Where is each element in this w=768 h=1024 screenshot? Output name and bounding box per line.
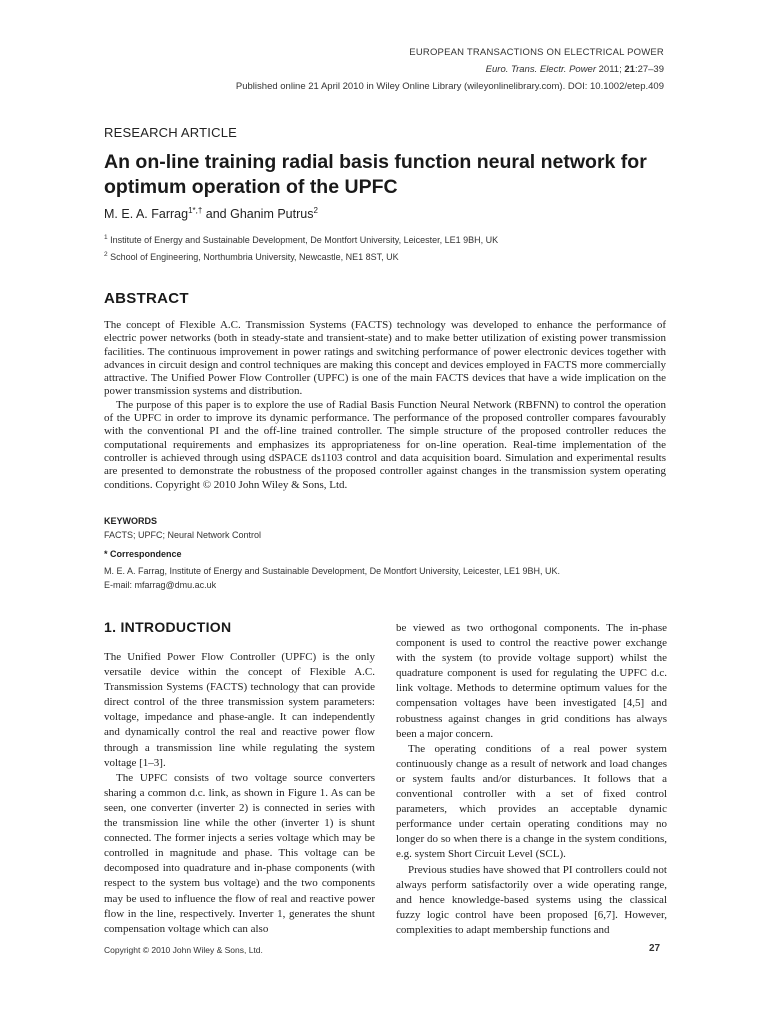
correspondence-label: Correspondence <box>107 549 182 559</box>
body-paragraph: be viewed as two orthogonal components. The in-phase component is used to control the reactive power exchange with the system (to provide voltage support) whilst the quadrature component is used for regulating the UPFC d.c. link voltage. Methods to determine optimum values for the compensation voltages have been investigated [4,5] and robustness against changes in grid conditions has always been a major concern. <box>396 622 667 740</box>
abstract-paragraph: The purpose of this paper is to explore the use of Radial Basis Function Neural Network (RBFNN) to control the operation of the UPFC in order to improve its dynamic performance. The performance of the proposed controller compares favourably with the conventional PI and the off-line trained controller. The simple structure of the proposed controller reduces the computational requirements and emphasizes its appropriateness for on-line operation. Real-time implementation of the controller is achieved through using dSPACE ds1103 control and data acquisition board. Simulation and experimental results are presented to demonstrate the robustness of the proposed controller against changes in the transmission system operating conditions. Copyright © 2010 John Wiley & Sons, Ltd. <box>104 398 666 491</box>
citation-abbrev: Euro. Trans. Electr. Power <box>485 64 596 75</box>
affiliation-number: 1 <box>104 234 108 241</box>
affiliation <box>104 234 498 245</box>
body-paragraph: Previous studies have showed that PI controllers could not always perform satisfactorily over a wide operating range, and hence knowledge-based systems using the classical fuzzy logic control have been proposed [6,7]. However, complexities to adapt membership functions and <box>396 863 667 936</box>
body-paragraph: The operating conditions of a real power system continuously change as a result of network and load changes or system faults and/or disturbances. It follows that a conventional controller with a set of fixed control parameters, which provides an acceptable dynamic performance under certain operating conditions may no longer do so when there is a change in the system conditions, e.g. system Short Circuit Level (SCL). <box>396 742 667 861</box>
page-number: 27 <box>649 943 661 954</box>
keywords-heading: KEYWORDS <box>104 516 158 526</box>
citation-pages: :27–39 <box>634 64 664 75</box>
citation-year: 2011; <box>598 64 622 75</box>
correspondence-email: E-mail: mfarrag@dmu.ac.uk <box>104 580 217 590</box>
author-name: and Ghanim Putrus <box>202 207 314 222</box>
correspondence-heading <box>104 549 182 559</box>
article-title: An on-line training radial basis function neural network for optimum operation of the UPFC <box>104 151 647 198</box>
body-paragraph: The UPFC consists of two voltage source converters sharing a common d.c. link, as shown in Figure 1. As can be seen, one converter (inverter 2) is connected in series with the transmission line while the other (inverter 1) is shunt connected. The former injects a series voltage which may be controlled in magnitude and phase. This voltage can be decomposed into quadrature and in-phase components (with respect to the system bus voltage) and the two components may be used to influence the flow of real and reactive power flow in the line, respectively. Inverter 1, generates the shunt compensation voltage which can also <box>104 771 375 935</box>
abstract-paragraph: The concept of Flexible A.C. Transmission Systems (FACTS) technology was developed to enhance the performance of electric power networks (both in steady-state and transient-state) and to make better utilization of existing power transmission facilities. The continuous improvement in power ratings and switching performance of power electronic devices together with advances in circuit design and control techniques are making this concept and devices employed in FACTS more commercially attractive. The Unified Power Flow Controller (UPFC) is one of the main FACTS devices that have a wide implication on the power transmission systems and distribution. <box>104 319 666 398</box>
left-column <box>104 650 375 937</box>
introduction-heading: 1. INTRODUCTION <box>104 619 232 635</box>
correspondence-text <box>104 564 560 592</box>
abstract-heading: ABSTRACT <box>104 290 189 307</box>
author-list <box>104 206 318 221</box>
author-superscript: 1*,† <box>188 206 203 215</box>
affiliation-text: School of Engineering, Northumbria University, Newcastle, NE1 8ST, UK <box>110 252 399 262</box>
author-name: M. E. A. Farrag <box>104 207 189 222</box>
affiliation-text: Institute of Energy and Sustainable Development, De Montfort University, Leicester, LE1 9BH, UK <box>110 235 499 245</box>
citation-volume: 21 <box>624 64 635 75</box>
abstract-body <box>104 319 666 492</box>
author-superscript: 2 <box>313 206 318 215</box>
keywords-text: FACTS; UPFC; Neural Network Control <box>104 530 262 540</box>
affiliation-number: 2 <box>104 251 108 258</box>
correspondence-star: * <box>104 549 108 559</box>
journal-name: EUROPEAN TRANSACTIONS ON ELECTRICAL POWER <box>409 47 664 58</box>
affiliation <box>104 251 399 262</box>
body-paragraph: The Unified Power Flow Controller (UPFC) is the only versatile device within the concept of Flexible A.C. Transmission Systems (FACTS) technology that can provide direct control of the three transmission system parameters: voltage, impedance and phase-angle. It can independently and dynamically control the real and reactive power flow through a transmission line while regulating the system voltage [1–3]. <box>104 651 375 769</box>
journal-citation <box>486 62 664 77</box>
right-column <box>396 621 667 938</box>
publication-info: Published online 21 April 2010 in Wiley Online Library (wileyonlinelibrary.com). DOI: 10.1002/etep.409 <box>235 81 664 92</box>
article-type: RESEARCH ARTICLE <box>104 125 237 140</box>
correspondence-address: M. E. A. Farrag, Institute of Energy and Sustainable Development, De Montfort University, Leicester, LE1 9BH, UK. <box>104 566 561 576</box>
footer-copyright: Copyright © 2010 John Wiley & Sons, Ltd. <box>104 945 263 955</box>
